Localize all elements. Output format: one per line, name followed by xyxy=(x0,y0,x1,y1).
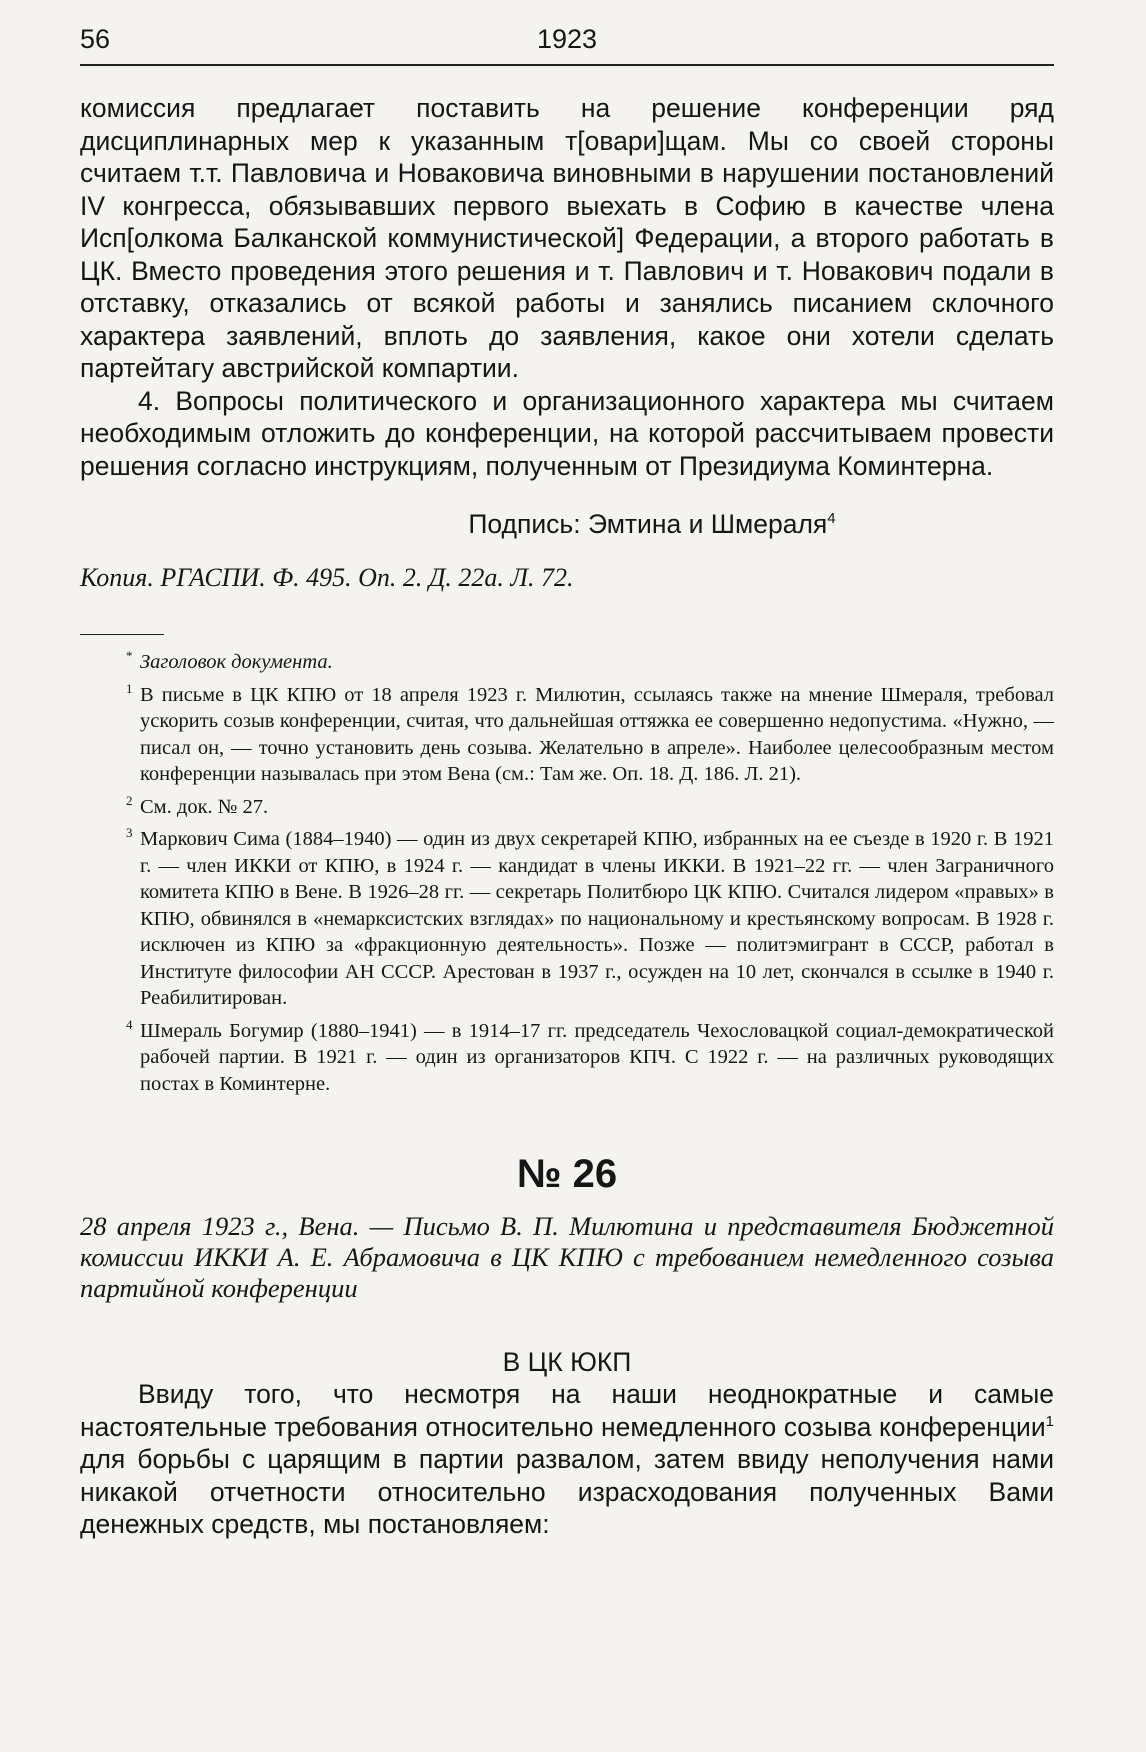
footnote-text: Шмераль Богумир (1880–1941) — в 1914–17 гг. председатель Чехословацкой социал-демократической рабочей партии. В 1921 г. — один из организаторов КПЧ. С 1922 г. — на различных руководящих постах в Коминтерне. xyxy=(140,1019,1054,1095)
archive-reference: Копия. РГАСПИ. Ф. 495. Оп. 2. Д. 22а. Л. 72. xyxy=(80,563,574,592)
footnotes xyxy=(80,649,1054,1097)
footnote-mark: * xyxy=(126,648,133,663)
page-body xyxy=(80,92,1054,1541)
signature-line xyxy=(80,508,1054,540)
footnote-text: См. док. № 27. xyxy=(140,795,269,818)
running-header xyxy=(80,18,1054,66)
footnote-mark: 1 xyxy=(126,680,133,696)
footnote-text: В письме в ЦК КПЮ от 18 апреля 1923 г. Милютин, ссылаясь также на мнение Шмераля, требовал ускорить созыв конференции, считая, что дальнейшая оттяжка ее совершенно недопустима. «Нужно, — писал он, — точно установить день созыва. Желательно в апреле». Наиболее целесообразным местом конференции называлась при этом Вена (см.: Там же. Оп. 18. Д. 186. Л. 21). xyxy=(140,683,1054,785)
body-paragraph-continued: комиссия предлагает поставить на решение конференции ряд дисциплинарных мер к указанным т[овари]щам. Мы со своей стороны считаем т.т. Павловича и Новаковича виновными в нарушении постановлений IV конгресса, обязывавших первого выехать в Софию в качестве члена Исп[олкома Балканской коммунистической] Федерации, а второго работать в ЦК. Вместо проведения этого решения и т. Павлович и т. Новакович подали в отставку, отказались от всякой работы и занялись писанием склочного характера заявлений, вплоть до заявления, какое они хотели сделать партейтагу австрийской компартии. xyxy=(80,93,1054,383)
document-heading: 28 апреля 1923 г., Вена. — Письмо В. П. Милютина и представителя Бюджетной комиссии ИККИ А. Е. Абрамовича в ЦК КПЮ с требованием немедленного созыва партийной конференции xyxy=(80,1211,1054,1303)
footnote-text: Заголовок документа. xyxy=(140,651,333,673)
document-paragraph-end: для борьбы с царящим в партии развалом, затем ввиду неполучения нами никакой отчетности относительно израсходования полученных Вами денежных средств, мы постановляем: xyxy=(80,1444,1054,1539)
document-footnote-ref: 1 xyxy=(1045,1412,1054,1430)
document-number: № 26 xyxy=(516,1152,618,1196)
document-addressee: В ЦК ЮКП xyxy=(502,1347,632,1377)
footnote xyxy=(80,794,1054,821)
footnote-text: Маркович Сима (1884–1940) — один из двух секретарей КПЮ, избранных на ее съезде в 1920 г. В 1921 г. — член ИККИ от КПЮ, в 1924 г. — кандидат в члены ИККИ. В 1921–22 гг. — член Заграничного комитета КПЮ в Вене. В 1926–28 гг. — секретарь Политбюро ЦК КПЮ. Считался лидером «правых» в КПЮ, обвинялся в «немарксистских взглядах» по национальному и крестьянскому вопросам. В 1928 г. исключен из КПЮ за «фракционную деятельность». Позже — политэмигрант в СССР, работал в Институте философии АН СССР. Арестован в 1937 г., осужден на 10 лет, скончался в ссылке в 1940 г. Реабилитирован. xyxy=(140,828,1054,1009)
footnote xyxy=(80,649,1054,676)
body-paragraph-point-4: 4. Вопросы политического и организационного характера мы считаем необходимым отложить до конференции, на которой рассчитываем провести решения согласно инструкциям, полученным от Президиума Коминтерна. xyxy=(80,385,1054,481)
footnote xyxy=(80,826,1054,1012)
signature-footnote-ref: 4 xyxy=(827,510,836,528)
page-number: 56 xyxy=(80,24,111,54)
document-body-paragraph xyxy=(80,1378,1054,1541)
footnote-mark: 3 xyxy=(126,825,133,840)
footnote-mark: 2 xyxy=(126,792,133,808)
running-header-year: 1923 xyxy=(536,24,598,54)
signature-text: Подпись: Эмтина и Шмераля xyxy=(468,509,828,539)
footnote-divider xyxy=(80,634,164,635)
document-paragraph-start: Ввиду того, что несмотря на наши неоднократные и самые настоятельные требования относительно немедленного созыва конференции xyxy=(80,1379,1054,1442)
footnote-mark: 4 xyxy=(126,1016,133,1032)
footnote xyxy=(80,1018,1054,1098)
footnote xyxy=(80,682,1054,788)
